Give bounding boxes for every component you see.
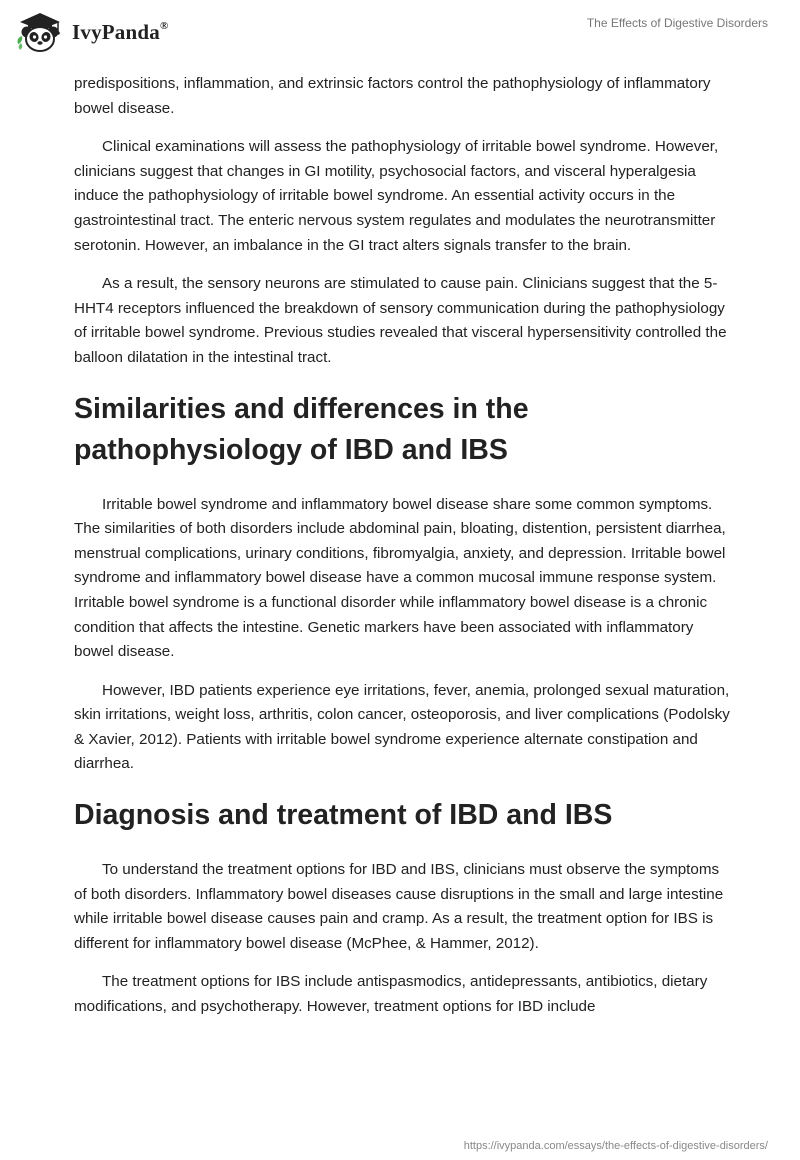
paragraph: Irritable bowel syndrome and inflammatory bowel disease share some common symptoms. The similarities of both disorders include abdominal pain, bloating, distention, persistent diarrhea, menstrual complications, urinary conditions, fibromyalgia, anxiety, and depression. Irritable bowel syndrome and inflammatory bowel disease have a common mucosal immune response system. Irritable bowel syndrome is a functional disorder while inflammatory bowel disease is a chronic condition that affects the intestine. Genetic markers have been associated with inflammatory bowel disease. [74,495,726,661]
ivypanda-logo[interactable] [14,10,168,54]
source-url[interactable]: https://ivypanda.com/essays/the-effects-of-digestive-disorders/ [463,1140,768,1152]
paragraph: predispositions, inflammation, and extrinsic factors control the pathophysiology of inflammatory bowel disease. [74,75,711,117]
paragraph: The treatment options for IBS include antispasmodics, antidepressants, antibiotics, dietary modifications, and psychotherapy. However, treatment options for IBD include [74,973,708,1016]
section-heading: Similarities and differences in the pathophysiology of IBD and IBS [74,392,529,466]
essay-content [74,72,734,1034]
panda-graduate-icon [14,10,66,54]
paragraph: However, IBD patients experience eye irritations, fever, anemia, prolonged sexual maturation, skin irritations, weight loss, arthritis, colon cancer, osteoporosis, and liver complications (Podolsky & Xavier, 2012). Patients with irritable bowel syndrome experience alternate constipation and diarrhea. [74,681,730,773]
paragraph: Clinical examinations will assess the pathophysiology of irritable bowel syndrome. However, clinicians suggest that changes in GI motility, psychosocial factors, and visceral hyperalgesia induce the pathophysiology of irritable bowel syndrome. An essential activity occurs in the gastrointestinal tract. The enteric nervous system regulates and modulates the neurotransmitter serotonin. However, an imbalance in the GI tract alters signals transfer to the brain. [74,138,719,254]
page-header [0,0,800,64]
paragraph: To understand the treatment options for IBD and IBS, clinicians must observe the symptoms of both disorders. Inflammatory bowel diseases cause disruptions in the small and large intestine while irritable bowel disease causes pain and cramp. As a result, the treatment option for IBS is different for inflammatory bowel disease (McPhee, & Hammer, 2012). [74,861,724,952]
logo-text: IvyPanda® [72,19,169,44]
paragraph: As a result, the sensory neurons are stimulated to cause pain. Clinicians suggest that the 5-HHT4 receptors influenced the breakdown of sensory communication during the pathophysiology of irritable bowel syndrome. Previous studies revealed that visceral hypersensitivity controlled the balloon dilatation in the intestinal tract. [74,275,727,366]
section-heading: Diagnosis and treatment of IBD and IBS [74,799,613,832]
document-title: The Effects of Digestive Disorders [586,16,768,30]
